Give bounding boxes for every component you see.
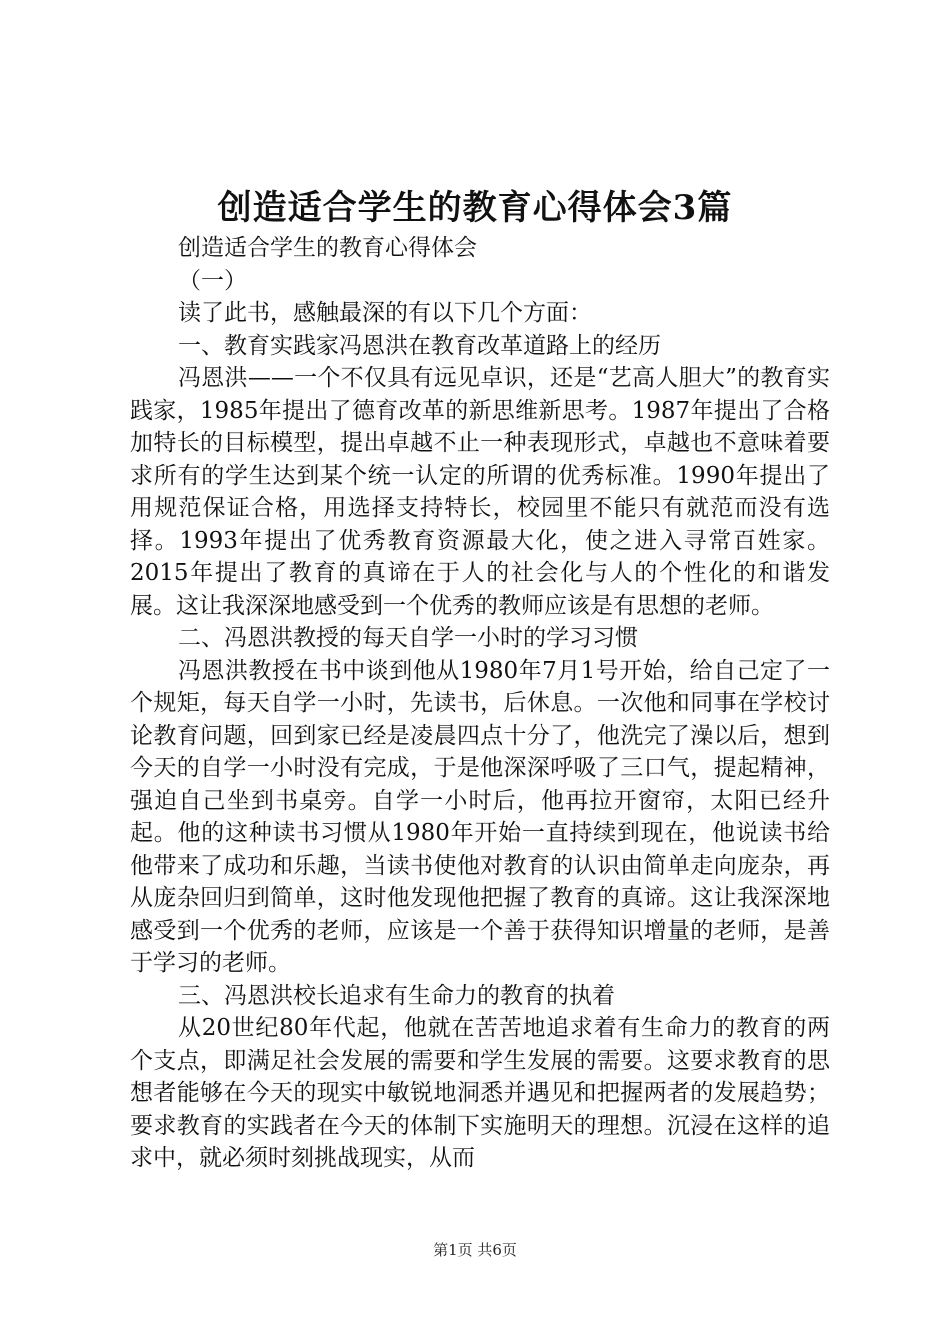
heading-2: 二、冯恩洪教授的每天自学一小时的学习习惯 (178, 625, 638, 651)
page-footer: 第1页 共6页 (433, 1241, 517, 1259)
paragraph: 冯恩洪——一个不仅具有远见卓识，还是“艺高人胆大”的教育实践家，1985年提出了德育改革的新思维新思考。1987年提出了合格加特长的目标模型，提出卓越不止一种表现形式，卓越也不意味着要求所有的学生达到某个统一认定的所谓的优秀标准。1990年提出了用规范保证合格，用选择支持特长，校园里不能只有就范而没有选择。1993年提出了优秀教育资源最大化，使之进入寻常百姓家。2015年提出了教育的真谛在于人的社会化与人的个性化的和谐发展。这让我深深地感受到一个优秀的教师应该是有思想的老师。 (130, 365, 830, 619)
heading-1: 一、教育实践家冯恩洪在教育改革道路上的经历 (178, 332, 661, 359)
paragraph-intro: 读了此书，感触最深的有以下几个方面： (178, 300, 592, 326)
paragraph: 冯恩洪教授在书中谈到他从1980年7月1号开始，给自己定了一个规矩，每天自学一小时，先读书，后休息。一次他和同事在学校讨论教育问题，回到家已经是凌晨四点十分了，他洗完了澡以后，想到今天的自学一小时没有完成，于是他深深呼吸了三口气，提起精神，强迫自己坐到书桌旁。自学一小时后，他再拉开窗帘，太阳已经升起。他的这种读书习惯从1980年开始一直持续到现在，他说读书给他带来了成功和乐趣，当读书使他对教育的认识由简单走向庞杂，再从庞杂回归到简单，这时他发现他把握了教育的真谛。这让我深深地感受到一个优秀的老师，应该是一个善于获得知识增量的老师，是善于学习的老师。 (130, 657, 830, 976)
subtitle: 创造适合学生的教育心得体会 (178, 235, 477, 261)
section-number: （一） (178, 267, 247, 294)
document-body (130, 232, 830, 1175)
paragraph: 从20世纪80年代起，他就在苦苦地追求着有生命力的教育的两个支点，即满足社会发展的需要和学生发展的需要。这要求教育的思想者能够在今天的现实中敏锐地洞悉并遇见和把握两者的发展趋势；要求教育的实践者在今天的体制下实施明天的理想。沉浸在这样的追求中，就必须时刻挑战现实，从而 (130, 1015, 830, 1171)
heading-3: 三、冯恩洪校长追求有生命力的教育的执着 (178, 982, 615, 1009)
document-title: 创造适合学生的教育心得体会3篇 (217, 188, 733, 228)
